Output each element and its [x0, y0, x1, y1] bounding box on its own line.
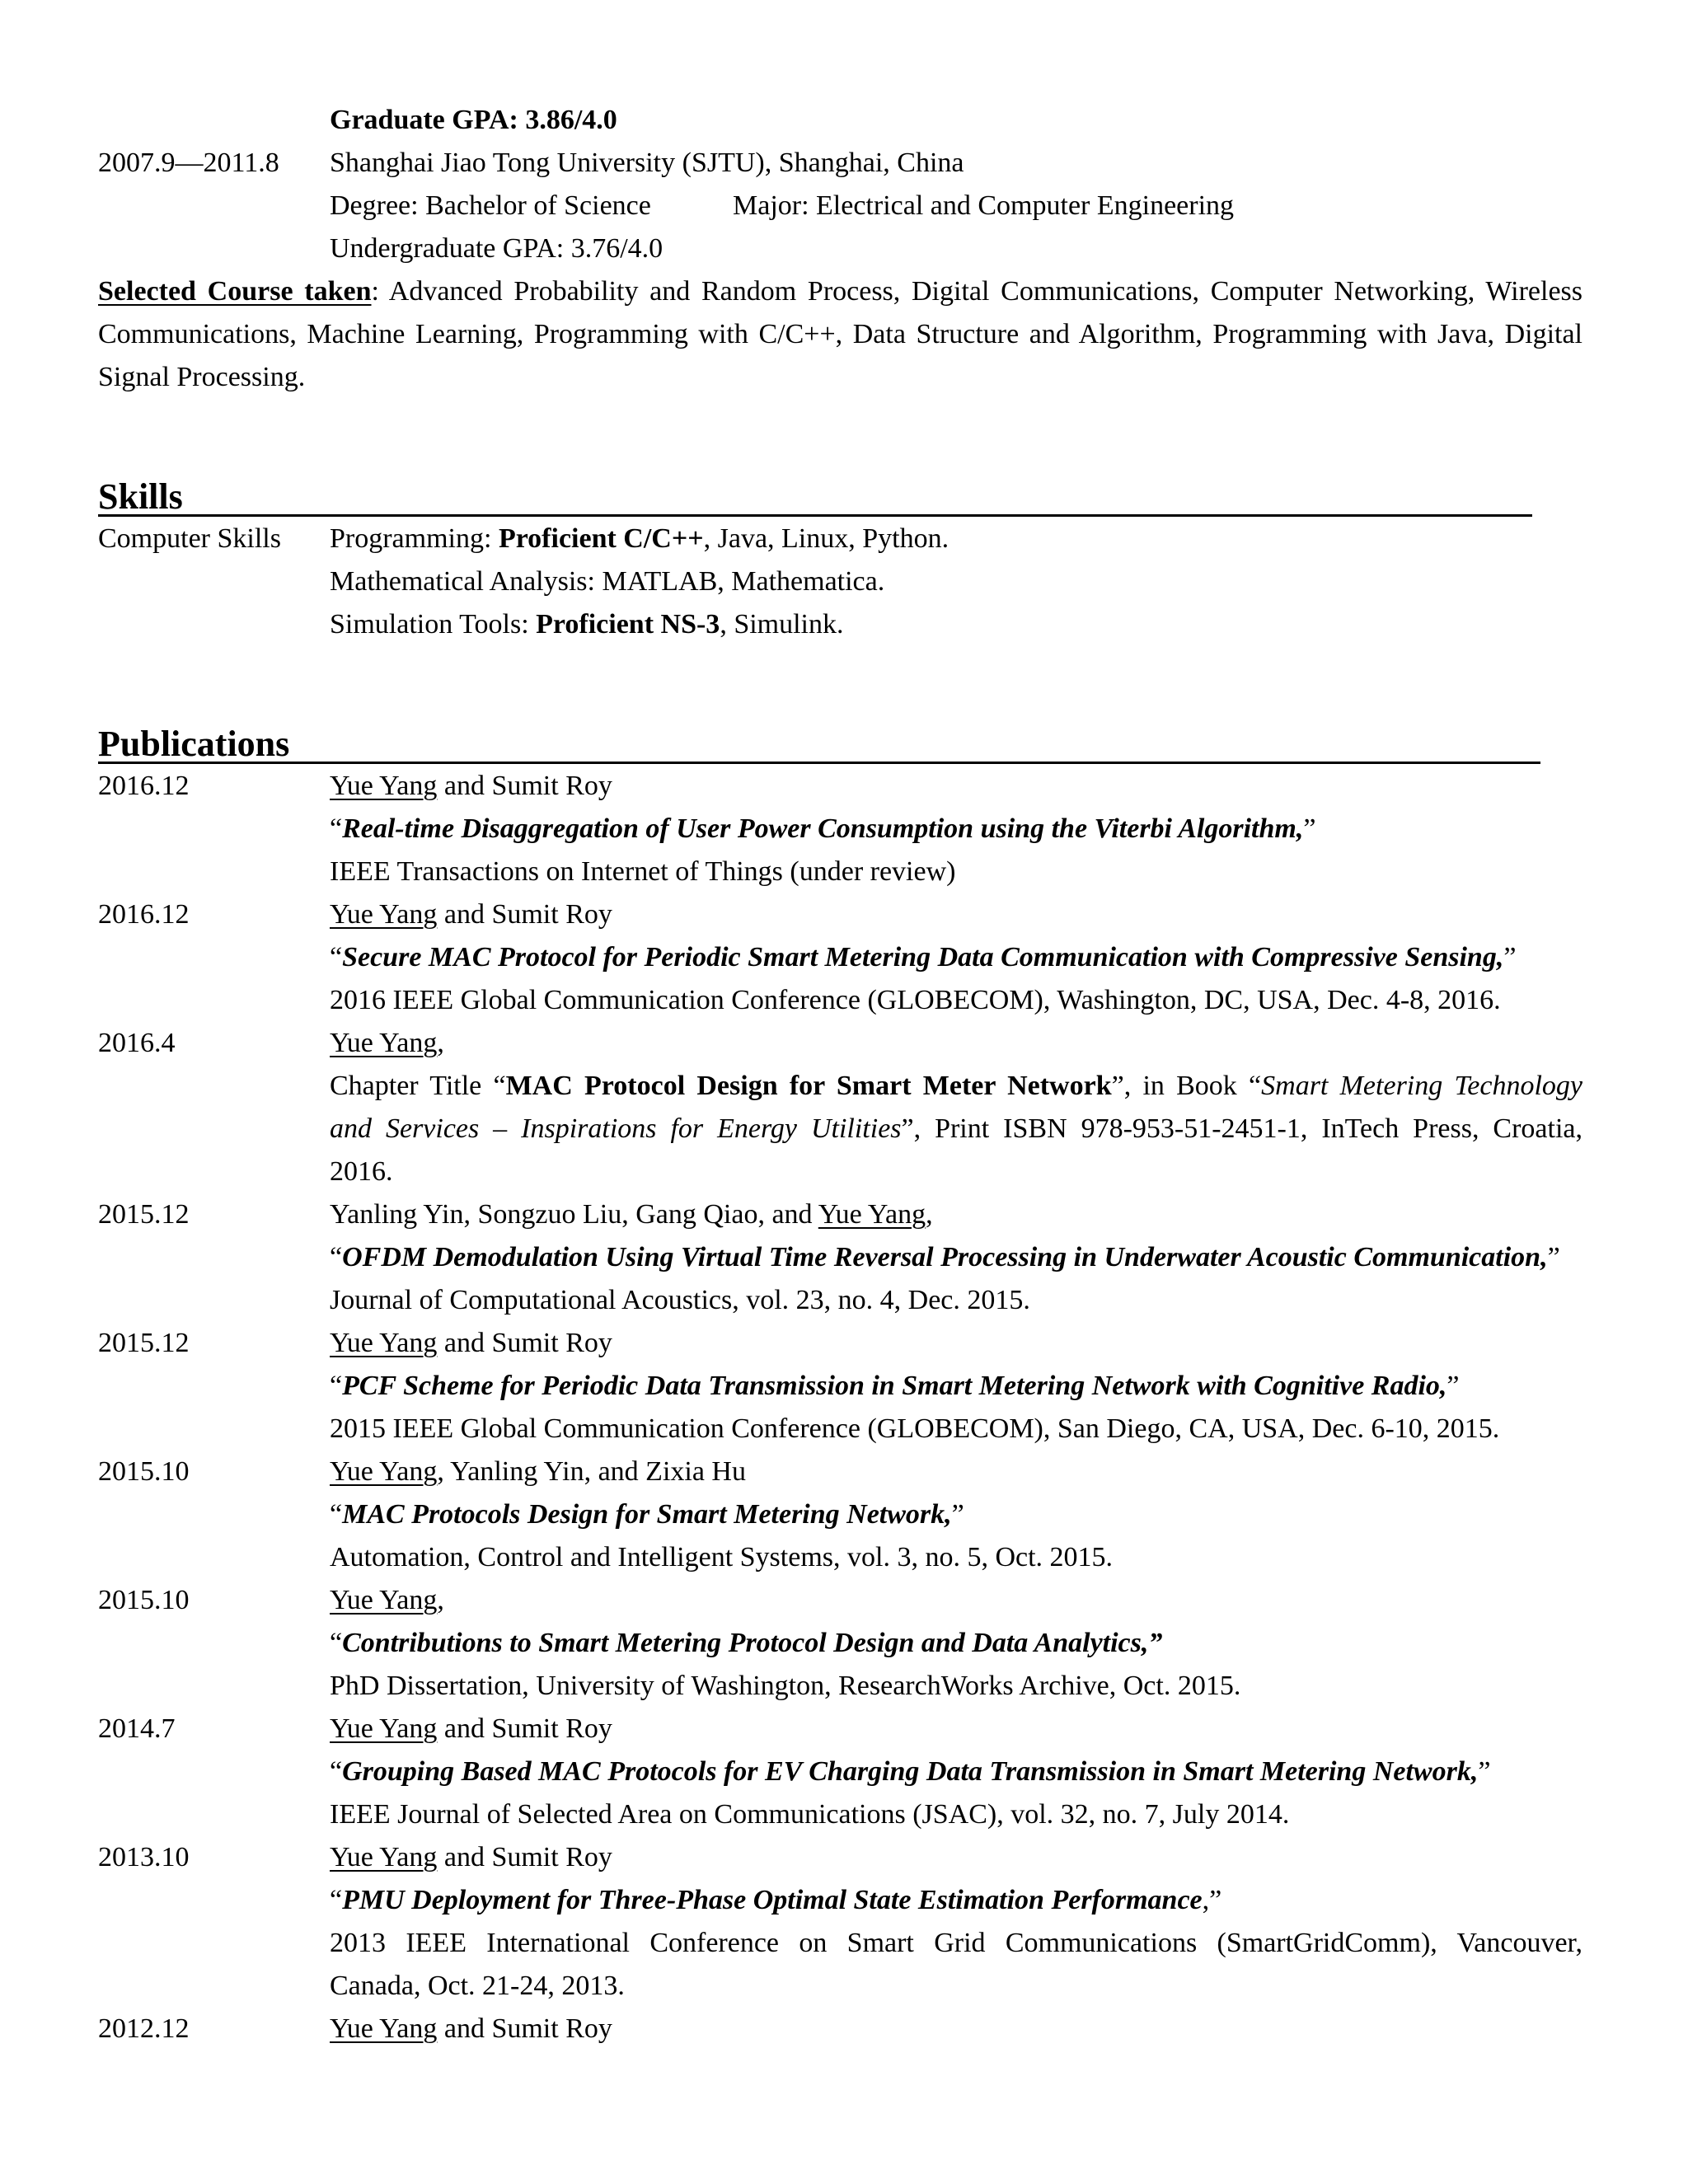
courses-line-2: Communications, Machine Learning, Programming with C/C++, Data Structure and Algorithm, Programming with Java, Digital: [98, 319, 1582, 349]
chapter-year: 2016.: [330, 1156, 393, 1187]
title-text: PMU Deployment for Three-Phase Optimal State Estimation Performance: [342, 1885, 1203, 1915]
pub-authors: [330, 2013, 612, 2046]
courses-line-3: Signal Processing.: [98, 362, 306, 392]
pub-title: [330, 1627, 1162, 1660]
authors-rest: ,: [437, 1028, 444, 1058]
title-text: OFDM Demodulation Using Virtual Time Reversal Processing in Underwater Acoustic Communication,: [342, 1242, 1548, 1272]
pub-date: 2016.12: [98, 771, 190, 801]
skills-programming: [330, 523, 949, 555]
pub-title: [330, 1755, 1490, 1788]
pub-venue-line-2: Canada, Oct. 21-24, 2013.: [330, 1971, 625, 2001]
title-text: Grouping Based MAC Protocols for EV Charging Data Transmission in Smart Metering Network,: [342, 1756, 1479, 1787]
pub-title: [330, 1241, 1560, 1274]
programming-proficient: Proficient C/C++: [498, 523, 704, 554]
pub-venue-line-1: 2013 IEEE International Conference on Smart Grid Communications (SmartGridComm), Vancouver,: [330, 1928, 1582, 1958]
programming-rest: , Java, Linux, Python.: [703, 523, 950, 554]
authors-before: Yanling Yin, Songzuo Liu, Gang Qiao, and: [330, 1199, 818, 1230]
undergrad-major: Major: Electrical and Computer Engineering: [733, 190, 1235, 221]
pub-authors: [330, 898, 612, 931]
pub-authors: [330, 1198, 933, 1231]
title-text: Real-time Disaggregation of User Power Consumption using the Viterbi Algorithm,: [342, 813, 1304, 844]
graduate-gpa: Graduate GPA: 3.86/4.0: [330, 105, 617, 135]
undergrad-gpa: Undergraduate GPA: 3.76/4.0: [330, 233, 663, 264]
authors-rest: and Sumit Roy: [437, 771, 612, 801]
close-quote: ”: [951, 1499, 964, 1530]
chapter-line-1: [330, 1070, 1582, 1103]
undergrad-dates: 2007.9—2011.8: [98, 148, 279, 178]
publications-heading: Publications: [98, 724, 290, 764]
courses-text-1: : Advanced Probability and Random Process, Digital Communications, Computer Networking, Wireless: [371, 276, 1582, 307]
pub-venue: IEEE Journal of Selected Area on Communications (JSAC), vol. 32, no. 7, July 2014.: [330, 1799, 1290, 1830]
authors-rest: ,: [926, 1199, 933, 1230]
simulation-rest: , Simulink.: [720, 609, 844, 640]
pub-authors: [330, 1027, 444, 1060]
pub-venue: PhD Dissertation, University of Washington, ResearchWorks Archive, Oct. 2015.: [330, 1671, 1241, 1701]
pub-date: 2012.12: [98, 2013, 190, 2044]
open-quote: “: [330, 1371, 343, 1401]
pub-date: 2015.10: [98, 1456, 190, 1487]
pub-authors: [330, 1327, 612, 1360]
title-text: Secure MAC Protocol for Periodic Smart Metering Data Communication with Compressive Sensing,: [342, 942, 1504, 972]
author-highlight: Yue Yang: [330, 1456, 438, 1487]
author-highlight: Yue Yang: [330, 1713, 438, 1744]
title-text: Contributions to Smart Metering Protocol Design and Data Analytics,”: [342, 1628, 1163, 1658]
author-highlight: Yue Yang: [330, 1328, 438, 1358]
open-quote: “: [330, 813, 343, 844]
authors-rest: and Sumit Roy: [437, 1842, 612, 1872]
pub-title: [330, 1498, 964, 1531]
pub-date: 2013.10: [98, 1842, 190, 1872]
book-title-part-1: Smart Metering Technology: [1261, 1071, 1582, 1101]
pub-venue: 2015 IEEE Global Communication Conference (GLOBECOM), San Diego, CA, USA, Dec. 6-10, 2015.: [330, 1413, 1500, 1444]
courses-label: Selected Course taken: [98, 276, 372, 307]
undergrad-degree: Degree: Bachelor of Science: [330, 190, 651, 221]
courses-line-1: [98, 275, 1582, 308]
author-highlight: Yue Yang: [330, 771, 438, 801]
skills-simulation: [330, 608, 844, 641]
book-title-part-2: and Services – Inspirations for Energy Utilities: [330, 1113, 902, 1144]
author-highlight: Yue Yang: [330, 1028, 438, 1058]
publications-divider: [98, 762, 1540, 764]
skills-category: Computer Skills: [98, 523, 281, 554]
close-quote: ”: [1547, 1242, 1560, 1272]
pub-authors: [330, 1841, 612, 1874]
close-quote: ”: [1303, 813, 1316, 844]
authors-rest: , Yanling Yin, and Zixia Hu: [437, 1456, 746, 1487]
open-quote: “: [330, 1628, 343, 1658]
skills-math: Mathematical Analysis: MATLAB, Mathematica.: [330, 566, 885, 597]
pub-date: 2015.10: [98, 1585, 190, 1615]
authors-rest: and Sumit Roy: [437, 2013, 612, 2044]
authors-rest: and Sumit Roy: [437, 1713, 612, 1744]
close-quote: ”: [1478, 1756, 1491, 1787]
chapter-title: MAC Protocol Design for Smart Meter Network: [505, 1071, 1112, 1101]
authors-rest: and Sumit Roy: [437, 899, 612, 930]
pub-date: 2015.12: [98, 1328, 190, 1358]
pub-authors: [330, 1455, 746, 1488]
pub-date: 2016.12: [98, 899, 190, 930]
chapter-mid: ”, in Book “: [1111, 1071, 1262, 1101]
pub-authors: [330, 1584, 444, 1617]
author-highlight: Yue Yang: [330, 2013, 438, 2044]
author-highlight: Yue Yang: [330, 1585, 438, 1615]
close-quote: ”: [1447, 1371, 1460, 1401]
open-quote: “: [330, 1885, 343, 1915]
close-quote: ”: [1503, 942, 1517, 972]
authors-rest: ,: [437, 1585, 444, 1615]
author-highlight: Yue Yang: [330, 1842, 438, 1872]
title-text: MAC Protocols Design for Smart Metering Network,: [342, 1499, 952, 1530]
chapter-prefix: Chapter Title “: [330, 1071, 506, 1101]
pub-title: [330, 1884, 1221, 1917]
skills-divider: [98, 514, 1532, 517]
skills-heading: Skills: [98, 476, 183, 517]
pub-date: 2014.7: [98, 1713, 176, 1744]
pub-venue: 2016 IEEE Global Communication Conference (GLOBECOM), Washington, DC, USA, Dec. 4-8, 2016.: [330, 985, 1501, 1015]
close-quote: ,”: [1202, 1885, 1222, 1915]
authors-rest: and Sumit Roy: [437, 1328, 612, 1358]
pub-authors: [330, 770, 612, 803]
simulation-proficient: Proficient NS-3: [536, 609, 720, 640]
pub-title: [330, 1370, 1460, 1403]
pub-title: [330, 941, 1516, 974]
pub-venue: Automation, Control and Intelligent Systems, vol. 3, no. 5, Oct. 2015.: [330, 1542, 1114, 1572]
undergrad-school: Shanghai Jiao Tong University (SJTU), Shanghai, China: [330, 148, 964, 178]
author-highlight: Yue Yang: [818, 1199, 926, 1230]
pub-venue: IEEE Transactions on Internet of Things (under review): [330, 856, 956, 887]
open-quote: “: [330, 942, 343, 972]
pub-venue: Journal of Computational Acoustics, vol. 23, no. 4, Dec. 2015.: [330, 1285, 1030, 1315]
pub-title: [330, 813, 1315, 846]
programming-prefix: Programming:: [330, 523, 499, 554]
open-quote: “: [330, 1242, 343, 1272]
simulation-prefix: Simulation Tools:: [330, 609, 537, 640]
pub-date: 2016.4: [98, 1028, 176, 1058]
pub-authors: [330, 1713, 612, 1746]
author-highlight: Yue Yang: [330, 899, 438, 930]
title-text: PCF Scheme for Periodic Data Transmission in Smart Metering Network with Cognitive Radio,: [342, 1371, 1447, 1401]
chapter-line-2: [330, 1113, 1582, 1146]
chapter-rest: ”, Print ISBN 978-953-51-2451-1, InTech Press, Croatia,: [901, 1113, 1582, 1144]
open-quote: “: [330, 1756, 343, 1787]
pub-date: 2015.12: [98, 1199, 190, 1230]
open-quote: “: [330, 1499, 343, 1530]
